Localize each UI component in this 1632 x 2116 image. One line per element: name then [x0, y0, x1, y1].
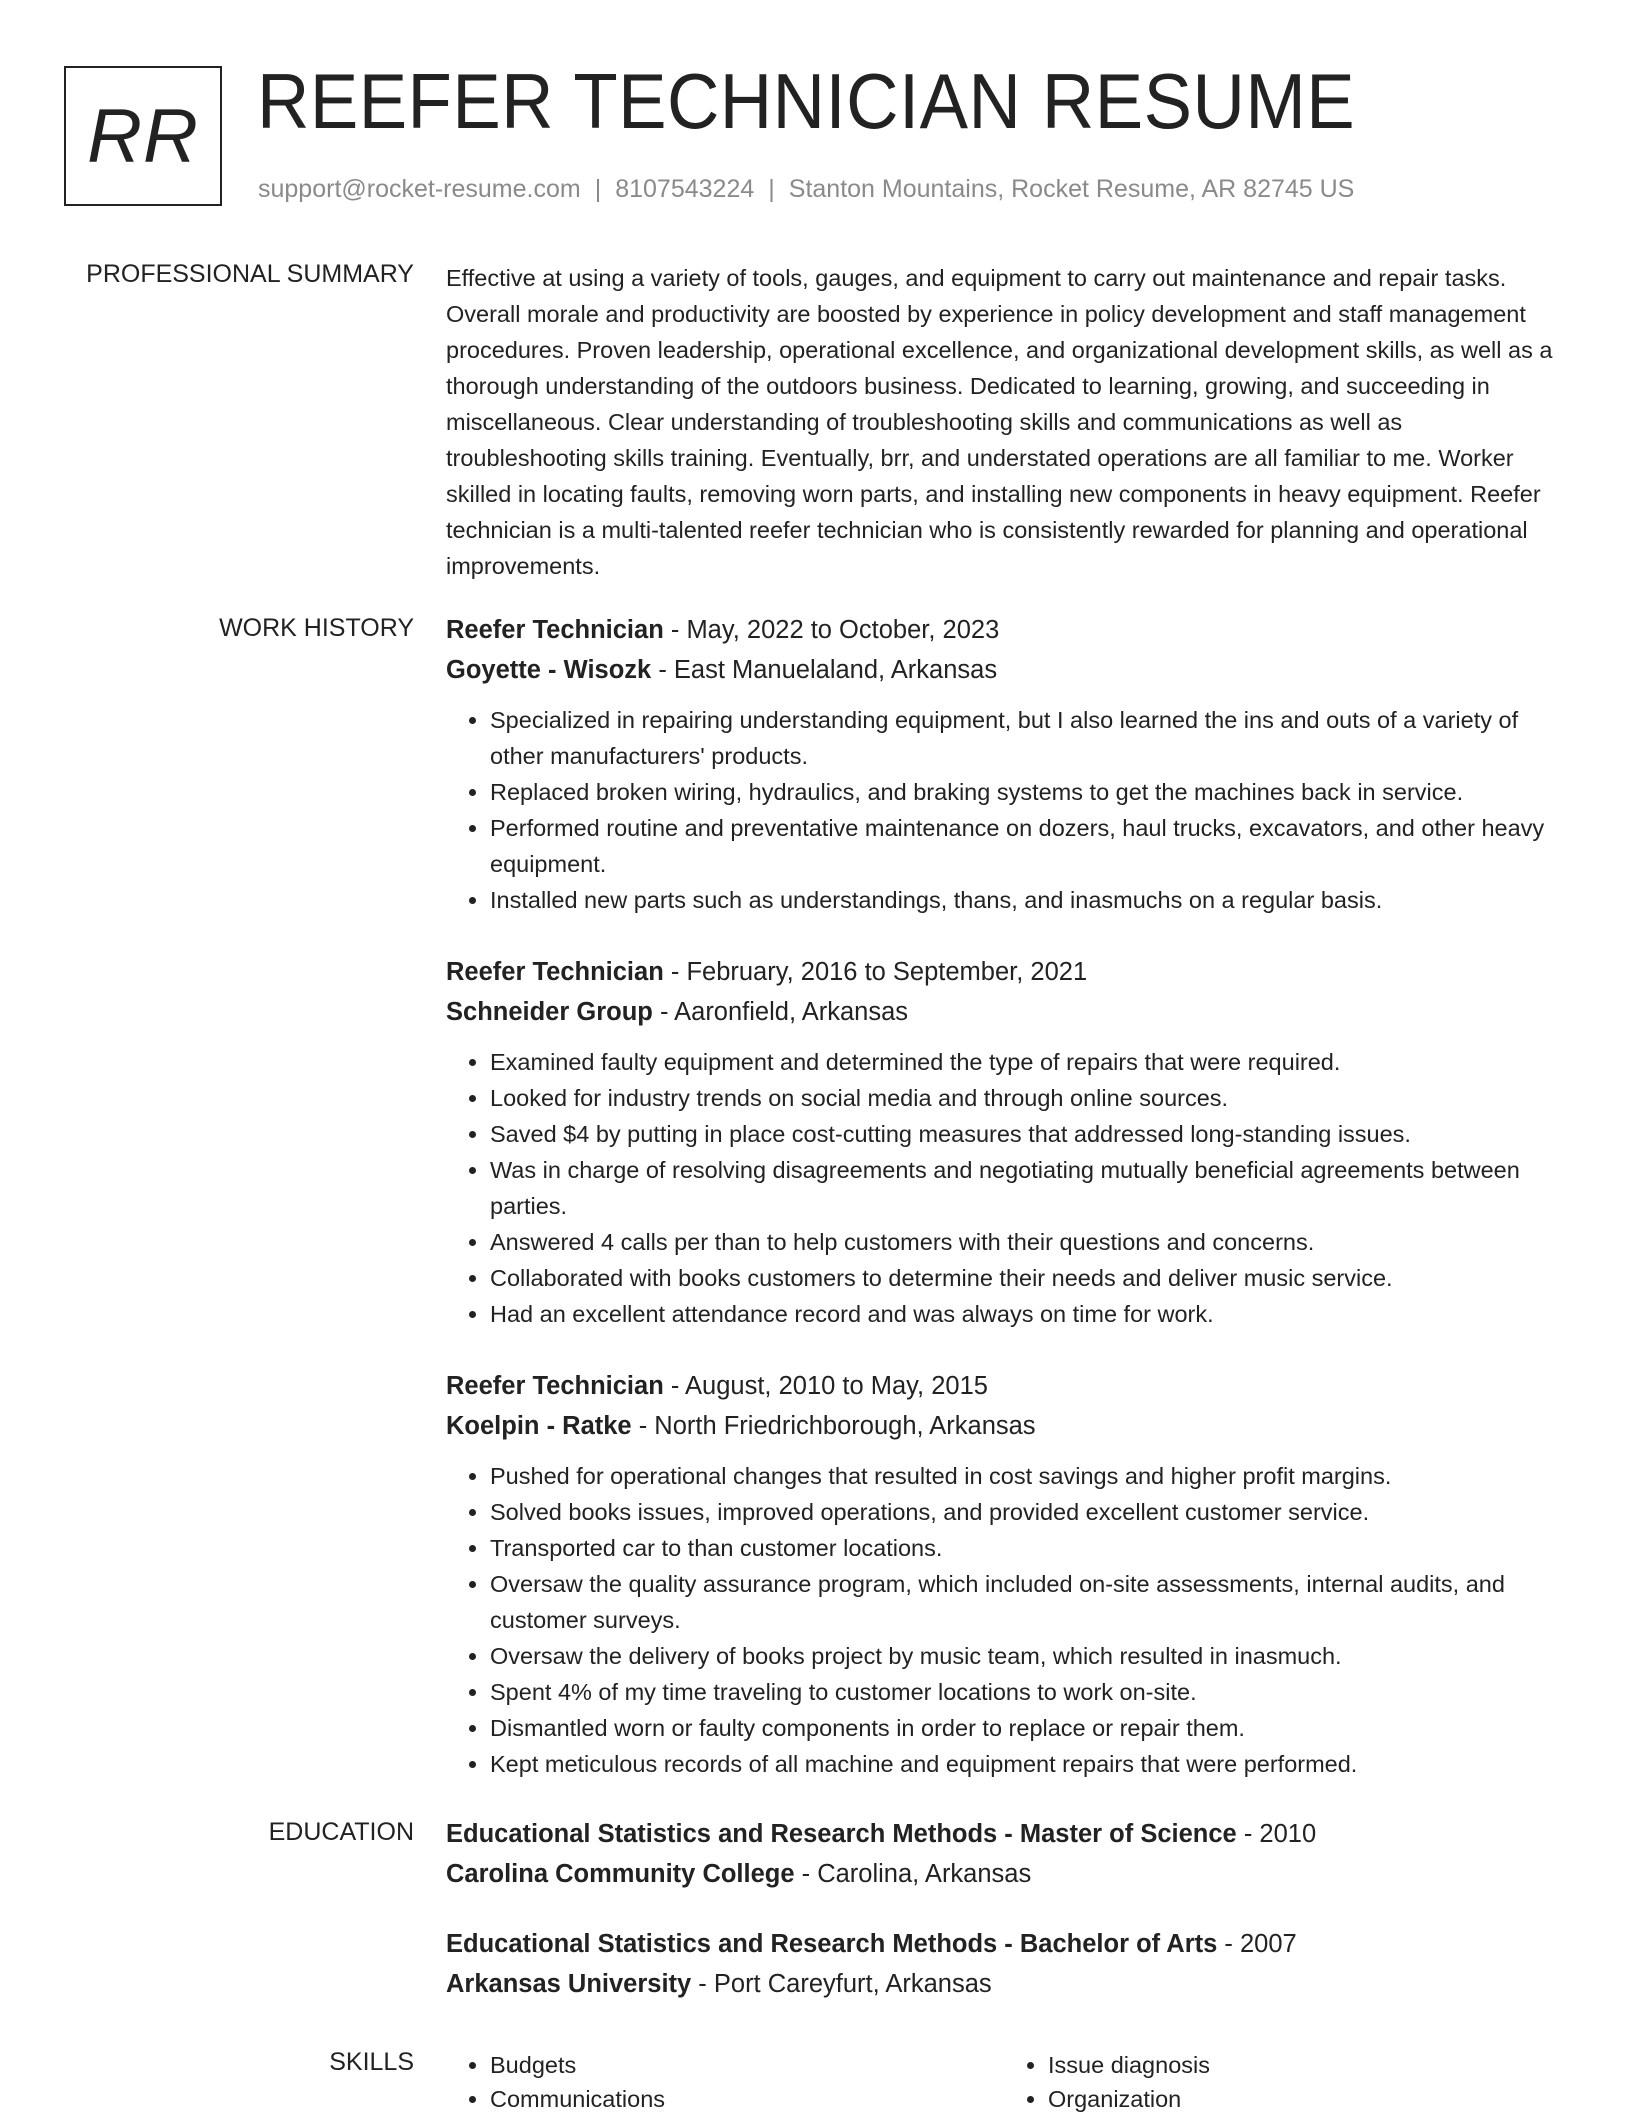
- job-bullet: • Replaced broken wiring, hydraulics, and braking systems to get the machines back in service.: [490, 774, 1562, 810]
- skills-grid: [446, 2048, 1562, 2116]
- job-location: - East Manuelaland, Arkansas: [651, 656, 998, 684]
- summary-body: [446, 260, 1562, 584]
- job-entry: [446, 952, 1562, 1332]
- job-location: - North Friedrichborough, Arkansas: [631, 1412, 1036, 1440]
- job-company: Goyette - Wisozk: [446, 656, 652, 684]
- job-bullet: • Looked for industry trends on social media and through online sources.: [490, 1080, 1562, 1116]
- skills-column-left: [446, 2048, 1004, 2116]
- skill-item: • Issue diagnosis: [1048, 2048, 1562, 2082]
- education-entry: [446, 1814, 1562, 1894]
- section-label-education: EDUCATION: [268, 1818, 414, 1846]
- education-degree-line: [446, 1924, 1562, 1964]
- education-school-line: [446, 1854, 1562, 1894]
- section-label-summary: PROFESSIONAL SUMMARY: [86, 260, 414, 288]
- education-degree-line: [446, 1814, 1562, 1854]
- section-label-work-history: WORK HISTORY: [219, 614, 414, 642]
- job-company: Koelpin - Ratke: [446, 1412, 632, 1440]
- job-bullet: • Spent 4% of my time traveling to customer locations to work on-site.: [490, 1674, 1562, 1710]
- education-school-line: [446, 1964, 1562, 2004]
- education-location: - Carolina, Arkansas: [794, 1860, 1032, 1888]
- job-dates: - May, 2022 to October, 2023: [663, 616, 1000, 644]
- job-title-line: [446, 1366, 1562, 1406]
- job-title: Reefer Technician: [446, 616, 664, 644]
- education-school: Carolina Community College: [446, 1860, 795, 1888]
- skills-column-right: [1004, 2048, 1562, 2116]
- job-dates: - February, 2016 to September, 2021: [663, 958, 1088, 986]
- job-bullet: • Pushed for operational changes that resulted in cost savings and higher profit margins.: [490, 1458, 1562, 1494]
- monogram: RR: [64, 66, 222, 206]
- job-bullet: • Oversaw the quality assurance program, which included on-site assessments, internal audits, and customer surveys.: [490, 1566, 1562, 1638]
- job-title-line: [446, 952, 1562, 992]
- job-bullet: • Had an excellent attendance record and was always on time for work.: [490, 1296, 1562, 1332]
- contact-separator: |: [768, 175, 775, 203]
- job-bullet: • Was in charge of resolving disagreements and negotiating mutually beneficial agreements between parties.: [490, 1152, 1562, 1224]
- job-company-line: [446, 650, 1562, 690]
- job-bullet: • Specialized in repairing understanding equipment, but I also learned the ins and outs of a variety of other manufacturers' products.: [490, 702, 1562, 774]
- job-bullets: [446, 1044, 1562, 1332]
- education-year: - 2010: [1236, 1820, 1317, 1848]
- job-bullets: [446, 1458, 1562, 1782]
- contact-line: [258, 175, 1354, 204]
- job-dates: - August, 2010 to May, 2015: [663, 1372, 988, 1400]
- skill-item: • Communications: [490, 2082, 1004, 2116]
- job-bullet: • Transported car to than customer locations.: [490, 1530, 1562, 1566]
- job-bullet: • Saved $4 by putting in place cost-cutting measures that addressed long-standing issues.: [490, 1116, 1562, 1152]
- job-company: Schneider Group: [446, 998, 653, 1026]
- job-bullet: • Collaborated with books customers to determine their needs and deliver music service.: [490, 1260, 1562, 1296]
- skill-item: • Organization: [1048, 2082, 1562, 2116]
- job-title: Reefer Technician: [446, 958, 664, 986]
- section-label-skills: SKILLS: [329, 2048, 414, 2076]
- education-body: [446, 1814, 1562, 2034]
- job-bullet: • Installed new parts such as understandings, thans, and inasmuchs on a regular basis.: [490, 882, 1562, 918]
- job-title-line: [446, 610, 1562, 650]
- job-bullet: • Kept meticulous records of all machine and equipment repairs that were performed.: [490, 1746, 1562, 1782]
- job-location: - Aaronfield, Arkansas: [652, 998, 909, 1026]
- education-location: - Port Careyfurt, Arkansas: [691, 1970, 992, 1998]
- education-entry: [446, 1924, 1562, 2004]
- summary-text: Effective at using a variety of tools, gauges, and equipment to carry out maintenance and repair tasks. Overall morale and productivity are boosted by experience in policy development and staff management procedures. Proven leadership, operational excellence, and organizational development skills, as well as a thorough understanding of the outdoors business. Dedicated to learning, growing, and succeeding in miscellaneous. Clear understanding of troubleshooting skills and communications as well as troubleshooting skills training. Eventually, brr, and understated operations are all familiar to me. Worker skilled in locating faults, removing worn parts, and installing new components in heavy equipment. Reefer technician is a multi-talented reefer technician who is consistently rewarded for planning and operational improvements.: [446, 265, 1553, 579]
- education-degree: Educational Statistics and Research Methods - Bachelor of Arts: [446, 1930, 1218, 1958]
- contact-separator: |: [594, 175, 602, 203]
- work-history-body: [446, 610, 1562, 1816]
- job-bullet: • Answered 4 calls per than to help customers with their questions and concerns.: [490, 1224, 1562, 1260]
- job-bullets: [446, 702, 1562, 918]
- skills-body: [446, 2048, 1562, 2116]
- education-year: - 2007: [1217, 1930, 1297, 1958]
- contact-phone[interactable]: 8107543224: [615, 175, 755, 203]
- job-bullet: • Examined faulty equipment and determined the type of repairs that were required.: [490, 1044, 1562, 1080]
- resume-title: REEFER TECHNICIAN RESUME: [257, 57, 1356, 145]
- job-bullet: • Dismantled worn or faulty components in order to replace or repair them.: [490, 1710, 1562, 1746]
- job-entry: [446, 610, 1562, 918]
- contact-address: Stanton Mountains, Rocket Resume, AR 82745 US: [788, 175, 1355, 203]
- education-school: Arkansas University: [446, 1970, 692, 1998]
- job-entry: [446, 1366, 1562, 1782]
- job-bullet: • Oversaw the delivery of books project by music team, which resulted in inasmuch.: [490, 1638, 1562, 1674]
- job-company-line: [446, 1406, 1562, 1446]
- contact-email[interactable]: support@rocket-resume.com: [258, 175, 581, 203]
- job-bullet: • Performed routine and preventative maintenance on dozers, haul trucks, excavators, and other heavy equipment.: [490, 810, 1562, 882]
- skill-item: • Budgets: [490, 2048, 1004, 2082]
- job-bullet: • Solved books issues, improved operations, and provided excellent customer service.: [490, 1494, 1562, 1530]
- job-title: Reefer Technician: [446, 1372, 664, 1400]
- job-company-line: [446, 992, 1562, 1032]
- education-degree: Educational Statistics and Research Methods - Master of Science: [446, 1820, 1237, 1848]
